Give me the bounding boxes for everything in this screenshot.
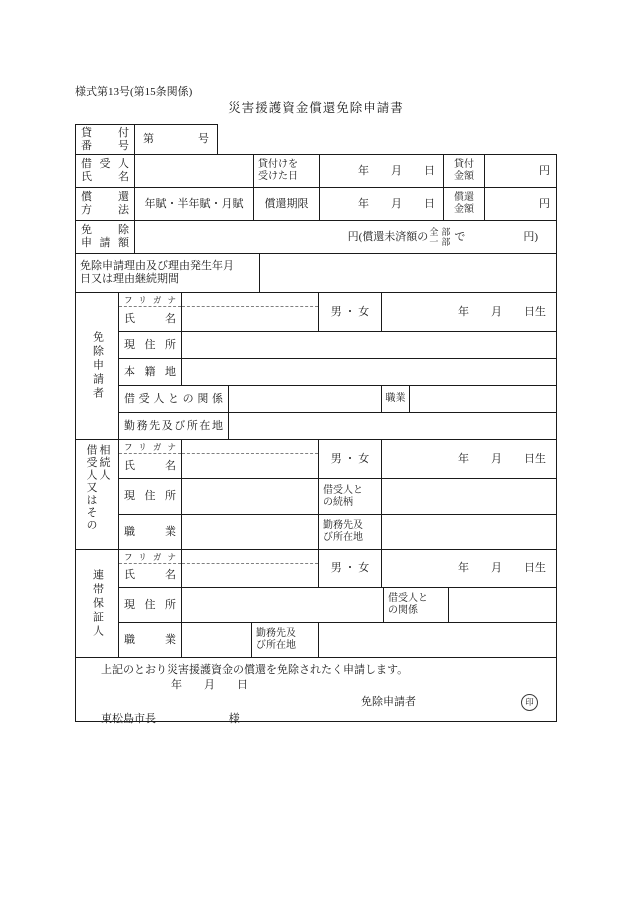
heir-name-row xyxy=(119,440,556,478)
heir-sex-field: 男 ・ 女 xyxy=(318,440,381,478)
applicant-sex-field: 男 ・ 女 xyxy=(318,293,381,331)
exemption-amount-note: 円(償還未済額の 全部 一部 で 円) xyxy=(347,227,538,247)
heir-section-label: 借受人又はその 相続人 xyxy=(76,440,119,549)
heir-section xyxy=(76,439,556,549)
full-or-partial-stack: 全部 一部 xyxy=(429,227,454,247)
heir-occupation-row xyxy=(119,514,556,549)
guarantor-occupation-label: 職業 xyxy=(124,633,176,646)
declaration-text: 上記のとおり災害援護資金の償還を免除されたく申請します。 xyxy=(101,664,409,676)
applicant-relation-label: 借受人との関係 xyxy=(124,392,223,405)
form-code: 様式第13号(第15条関係) xyxy=(75,86,193,98)
declaration-date: 年 月 日 xyxy=(171,679,248,691)
applicant-birth-field: 年 月 日生 xyxy=(381,293,556,331)
heir-furigana-name-label: フリガナ 氏名 xyxy=(119,440,181,478)
applicant-address-label: 現住所 xyxy=(124,338,176,351)
guarantor-birth-field: 年 月 日生 xyxy=(381,550,556,587)
guarantor-furigana-name-label: フリガナ 氏名 xyxy=(119,550,181,587)
applicant-domicile-label: 本籍地 xyxy=(124,365,176,378)
loan-number-table xyxy=(75,124,218,155)
guarantor-name-row xyxy=(119,550,556,587)
loan-date-field: 年 月 日 xyxy=(319,155,443,187)
guarantor-rows xyxy=(119,550,556,657)
applicant-domicile-row xyxy=(119,358,556,385)
exemption-reason-field xyxy=(259,254,556,292)
applicant-name-row xyxy=(119,293,556,331)
guarantor-section-label: 連帯保証人 xyxy=(76,550,119,657)
loan-number-label-line2: 番号 xyxy=(81,139,129,152)
loan-number-value: 第 号 xyxy=(134,125,217,154)
heir-relation-label: 借受人と の続柄 xyxy=(318,479,381,514)
heir-name-field xyxy=(181,440,318,478)
loan-date-label: 貸付けを 受けた日 xyxy=(253,155,319,187)
declaration-block xyxy=(76,657,556,725)
applicant-section xyxy=(76,292,556,439)
guarantor-name-field xyxy=(181,550,318,587)
heir-workplace-label: 勤務先及 び所在地 xyxy=(318,515,381,549)
applicant-section-label: 免除申請者 xyxy=(76,293,119,439)
repayment-method-row xyxy=(76,187,556,220)
declaration-signature-line xyxy=(76,694,556,711)
guarantor-workplace-field xyxy=(318,623,556,657)
form-title: 災害援護資金償還免除申請書 xyxy=(228,101,404,115)
loan-amount-label: 貸付 金額 xyxy=(443,155,484,187)
exemption-amount-label: 免除 申請額 xyxy=(81,224,129,249)
applicant-workplace-field xyxy=(228,413,556,439)
borrower-name-row xyxy=(76,155,556,187)
applicant-relation-field xyxy=(228,386,381,412)
exemption-amount-field xyxy=(134,221,556,253)
repayment-deadline-label: 償還期限 xyxy=(253,188,319,220)
applicant-address-field xyxy=(181,332,556,358)
borrower-name-field xyxy=(134,155,253,187)
applicant-address-row xyxy=(119,331,556,358)
form-content xyxy=(75,86,557,725)
main-form-table xyxy=(75,154,557,725)
loan-number-label xyxy=(76,125,134,154)
heir-occupation-label: 職業 xyxy=(124,525,176,538)
applicant-domicile-field xyxy=(181,359,556,385)
guarantor-relation-field xyxy=(448,588,556,622)
repayment-amount-label: 償還 金額 xyxy=(443,188,484,220)
repayment-method-label: 償還 方法 xyxy=(81,191,129,216)
repayment-amount-field: 円 xyxy=(484,188,556,220)
addressee-name: 東松島市長 xyxy=(101,713,156,725)
applicant-signature-label: 免除申請者 xyxy=(361,696,416,708)
seal-icon: 印 xyxy=(521,694,538,711)
heir-birth-field: 年 月 日生 xyxy=(381,440,556,478)
heir-occupation-field xyxy=(181,515,318,549)
addressee-honorific: 様 xyxy=(228,713,240,725)
heir-address-row xyxy=(119,478,556,514)
addressee-line xyxy=(76,713,556,726)
applicant-relation-row xyxy=(119,385,556,412)
applicant-rows xyxy=(119,293,556,439)
exemption-reason-row xyxy=(76,253,556,292)
borrower-name-label: 借受人 氏名 xyxy=(81,158,129,183)
heir-address-label: 現住所 xyxy=(124,490,176,502)
applicant-workplace-label: 勤務先及び所在地 xyxy=(124,419,223,432)
guarantor-sex-field: 男 ・ 女 xyxy=(318,550,381,587)
applicant-occupation-label: 職業 xyxy=(381,386,409,412)
exemption-reason-label: 免除申請理由及び理由発生年月 日又は理由継続期間 xyxy=(80,260,234,285)
heir-rows xyxy=(119,440,556,549)
heir-address-field xyxy=(181,479,318,514)
guarantor-occupation-row xyxy=(119,622,556,657)
repayment-deadline-field: 年 月 日 xyxy=(319,188,443,220)
heir-workplace-field xyxy=(381,515,556,549)
guarantor-address-row xyxy=(119,587,556,622)
heir-relation-field xyxy=(381,479,556,514)
loan-number-label-line1: 貸付 xyxy=(81,126,129,139)
guarantor-relation-label: 借受人と の関係 xyxy=(383,588,448,622)
guarantor-occupation-field xyxy=(181,623,251,657)
exemption-amount-row xyxy=(76,220,556,253)
applicant-workplace-row xyxy=(119,412,556,439)
applicant-occupation-field xyxy=(409,386,556,412)
applicant-furigana-name-label: フリガナ 氏名 xyxy=(119,293,181,331)
loan-amount-field: 円 xyxy=(484,155,556,187)
repayment-method-value: 年賦・半年賦・月賦 xyxy=(134,188,253,220)
guarantor-section xyxy=(76,549,556,657)
guarantor-workplace-label: 勤務先及 び所在地 xyxy=(251,623,318,657)
guarantor-address-field xyxy=(181,588,383,622)
applicant-name-field xyxy=(181,293,318,331)
guarantor-address-label: 現住所 xyxy=(124,598,176,611)
